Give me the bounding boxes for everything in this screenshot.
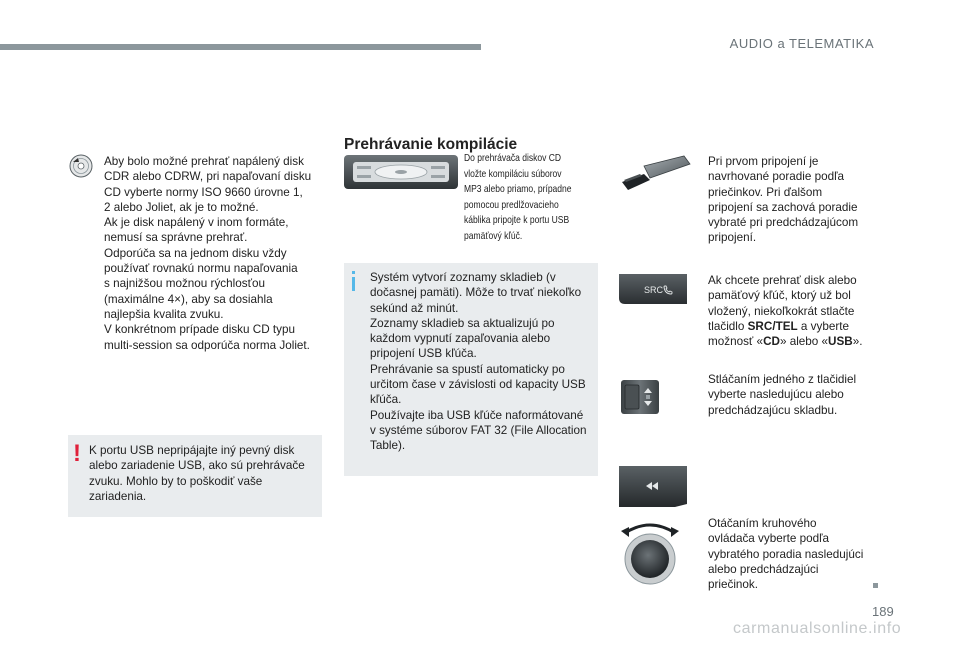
cd-disc-icon xyxy=(69,154,93,178)
page-number: 189 xyxy=(872,604,894,619)
rotary-text: Otáčaním kruhového ovládača vyberte podľa vybratého poradia nasledujúci alebo predchádzajúci priečinok. xyxy=(708,517,864,592)
cd-option-label: CD xyxy=(763,335,780,349)
up-down-switch-icon xyxy=(620,379,660,415)
page-marker xyxy=(873,583,878,588)
src-text-end: ». xyxy=(852,335,863,349)
src-text-start: Ak chcete prehrať disk alebo pamäťový kľúč, ktorý už bol vložený, niekoľkokrát stlačte tlačidlo xyxy=(708,274,857,333)
cd-burning-note: Aby bolo možné prehrať napálený disk CDR alebo CDRW, pri napaľovaní disku CD vyberte normy ISO 9660 úrovne 1, 2 alebo Joliet, ak je to možné. Ak je disk napálený v inom formáte, nemusí sa správne prehrať. Odporúča sa na jednom disku vždy používať rovnakú normu napaľovania s najnižšou možnou rýchlosťou (maximálne 4×), aby sa dosiahla najlepšia kvalita zvuku. V konkrétnom prípade disku CD typu multi-session sa odporúča norma Joliet. xyxy=(104,155,312,352)
usb-order-text: Pri prvom pripojení je navrhované poradie podľa priečinkov. Pri ďalšom pripojení sa zachová poradie vybraté pri predchádzajúcom pripojení. xyxy=(708,155,859,245)
section-title: AUDIO a TELEMATIKA xyxy=(729,36,874,51)
previous-track-icon xyxy=(617,464,688,509)
src-phone-icon xyxy=(663,283,673,294)
usb-warning-text: K portu USB nepripájajte iný pevný disk alebo zariadenie USB, ako sú prehrávače zvuku. Mohlo by to poškodiť vaše zariadenia. xyxy=(89,444,305,503)
up-down-text: Stláčaním jedného z tlačidiel vyberte nasledujúcu alebo predchádzajúcu skladbu. xyxy=(708,373,857,417)
src-instruction-text xyxy=(708,273,880,349)
src-button-label: SRC xyxy=(644,285,664,295)
usb-stick-icon xyxy=(618,154,692,196)
src-tel-label: SRC/TEL xyxy=(747,319,798,333)
src-text-middle: a vyberte možnosť « xyxy=(708,319,849,349)
header-rule xyxy=(0,44,481,50)
src-text-middle-2: » alebo « xyxy=(779,335,829,349)
cd-player-icon xyxy=(343,154,459,190)
info-icon xyxy=(352,277,355,291)
usb-option-label: USB xyxy=(828,335,853,349)
info-text: Systém vytvorí zoznamy skladieb (v dočasnej pamäti). Môže to trvať niekoľko sekúnd až minút. Zoznamy skladieb sa aktualizujú po každom vypnutí zapaľovania alebo pripojení USB kľúča. Prehrávanie sa spustí automaticky po určitom čase v závislosti od kapacity USB kľúča. Používajte iba USB kľúče naformátované v systéme súborov FAT 32 (File Allocation Table). xyxy=(370,271,587,453)
info-icon-dot xyxy=(352,271,355,274)
exclamation-icon: ! xyxy=(73,440,81,467)
compilation-intro: Do prehrávača diskov CD vložte kompiláciu súborov MP3 alebo priamo, prípadne pomocou predlžovacieho káblika pripojte k portu USB pamäťový kľúč. xyxy=(464,153,572,242)
watermark: carmanualsonline.info xyxy=(733,620,902,637)
rotary-knob-icon xyxy=(617,519,683,585)
section-heading: Prehrávanie kompilácie xyxy=(344,136,518,153)
